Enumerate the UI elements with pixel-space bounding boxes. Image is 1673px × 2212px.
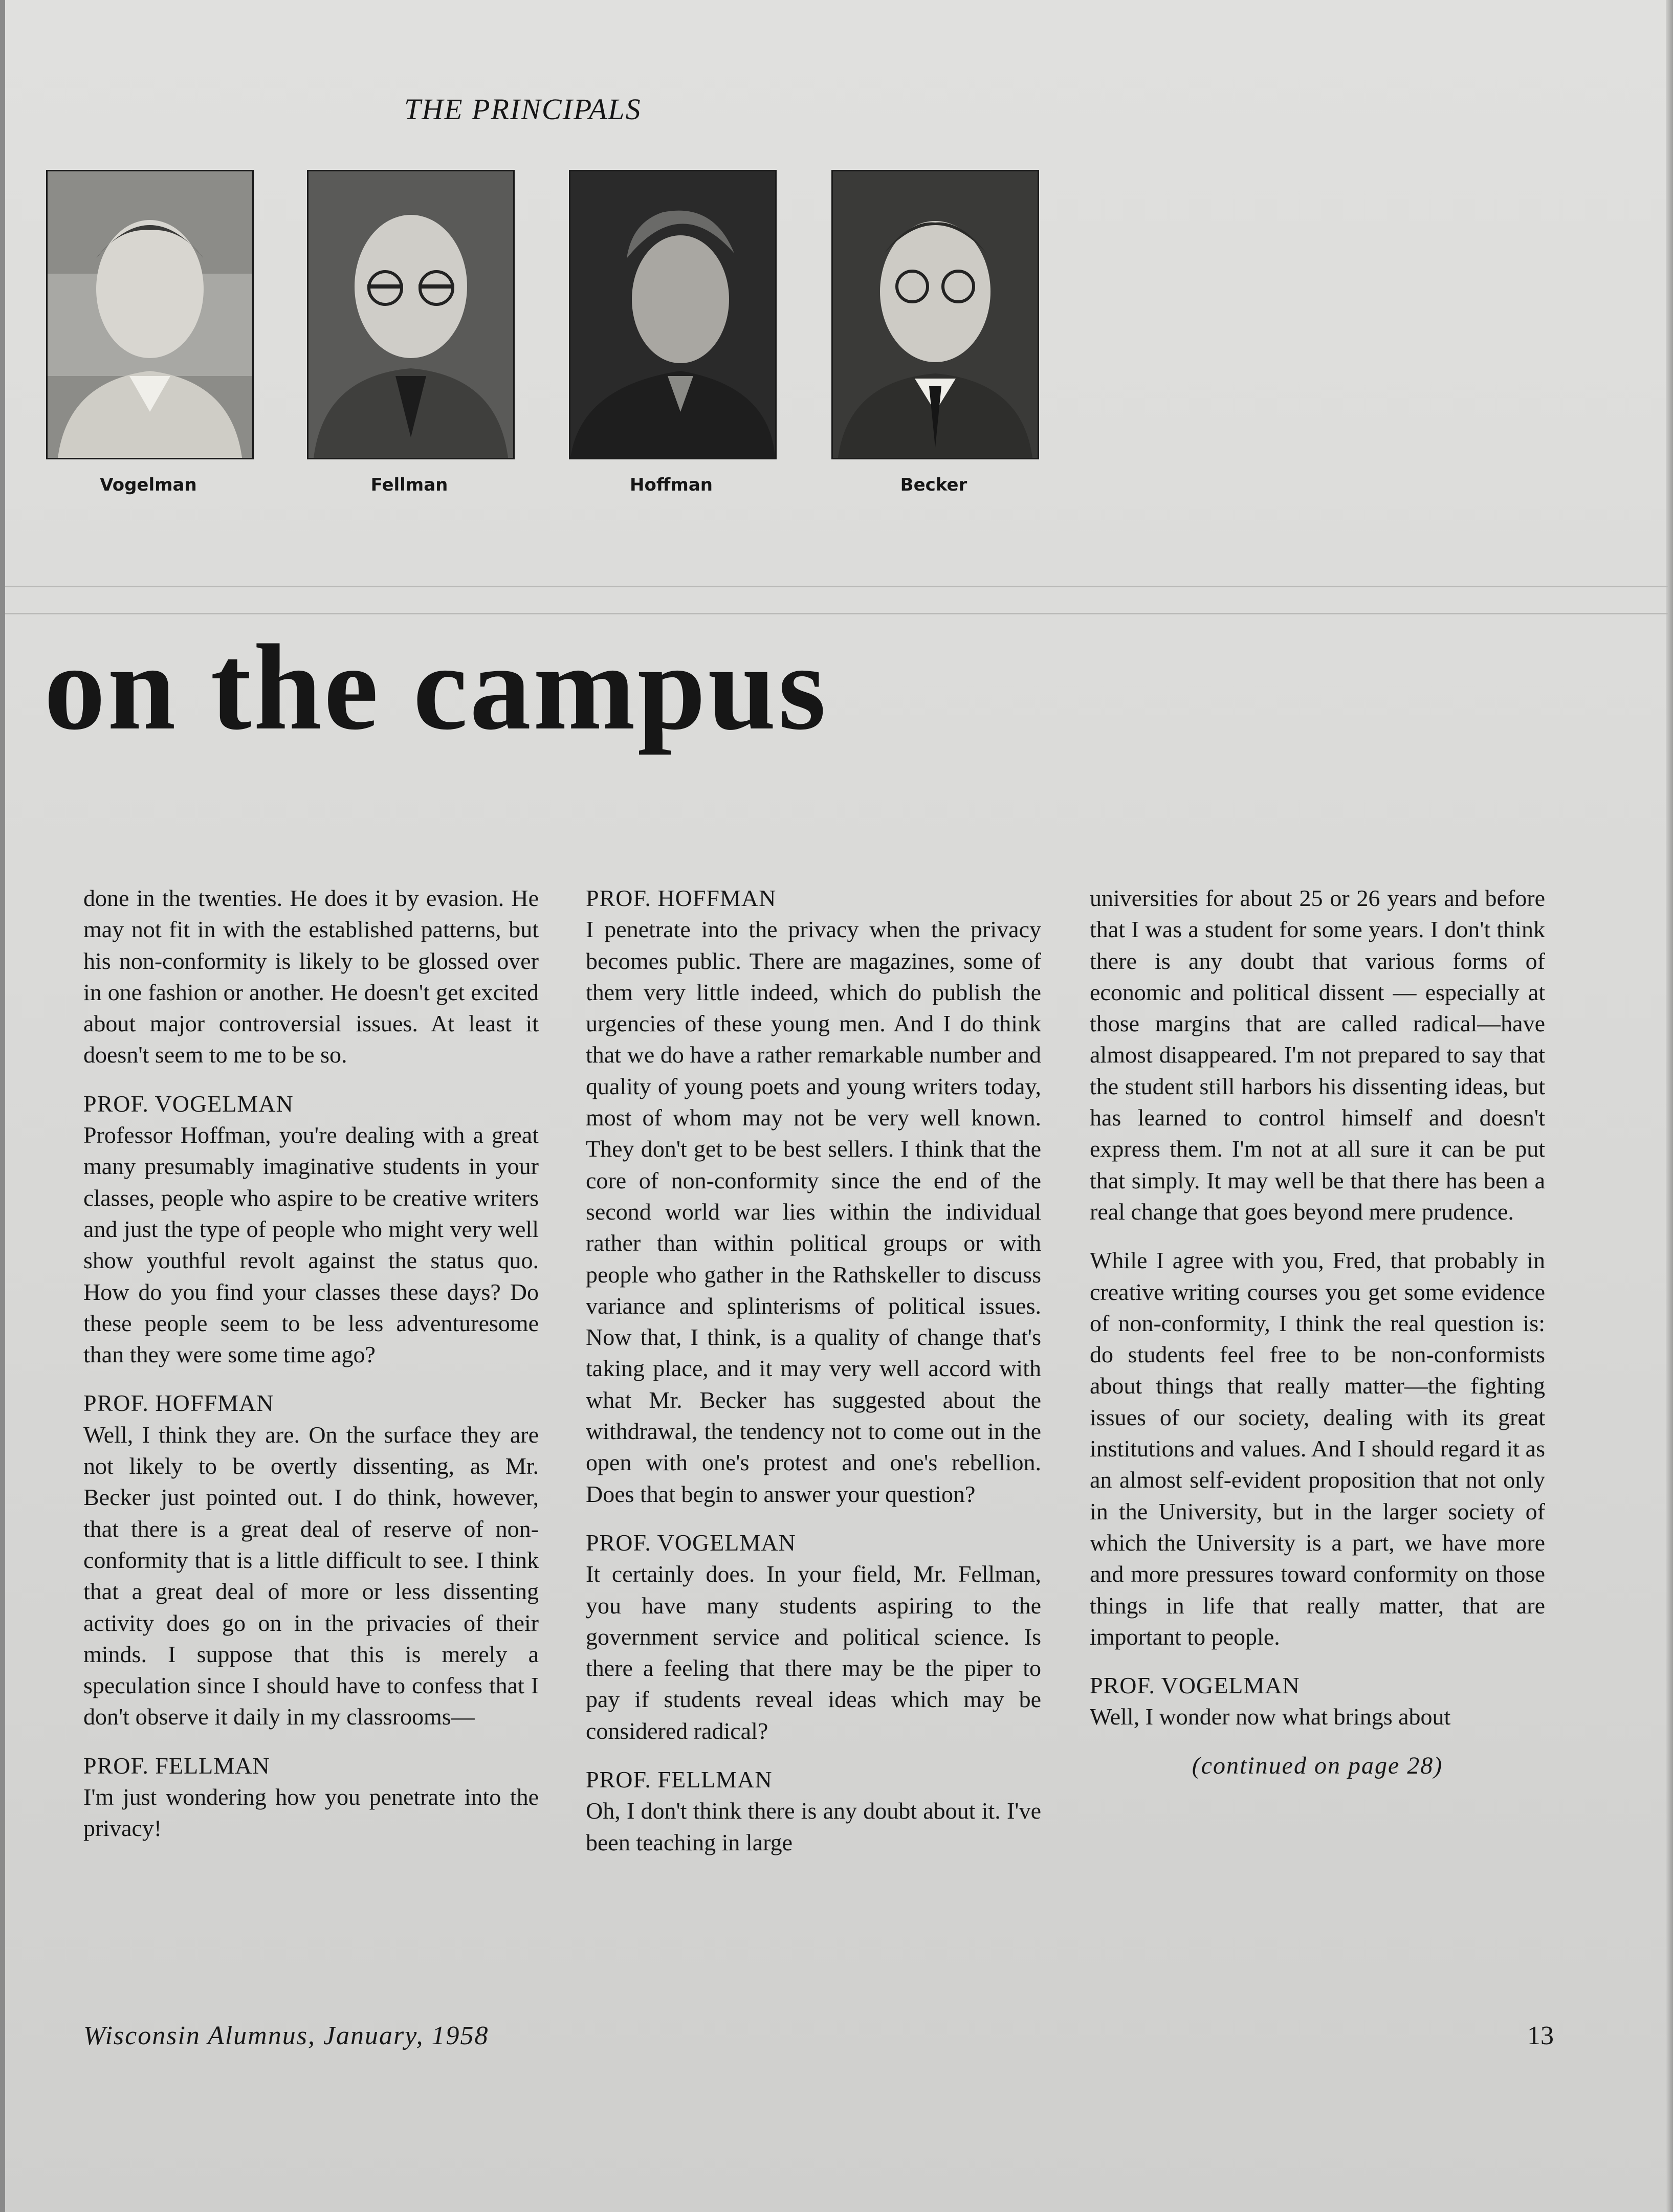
page-fold-shadow	[1666, 0, 1673, 2212]
speaker-label: PROF. HOFFMAN	[83, 1390, 274, 1417]
speaker-label: PROF. VOGELMAN	[83, 1090, 294, 1117]
divider-rule	[5, 613, 1668, 614]
portrait-photo	[831, 170, 1039, 459]
portrait-photo	[307, 170, 515, 459]
portrait-caption: Vogelman	[100, 475, 197, 495]
speaker-label: PROF. VOGELMAN	[586, 1529, 796, 1556]
paragraph: Well, I wonder now what brings about	[1090, 1704, 1451, 1730]
paragraph: Professor Hoffman, you're dealing with a great many presumably imaginative students in your classes, people who aspire to be creative writers and just the type of people who might very well show youthful revolt against the status quo. How do you find your classes these days? Do these people seem to be less adventuresome than they were some time ago?	[83, 1122, 539, 1368]
article-headline: on the campus	[44, 619, 828, 755]
speaker-label: PROF. HOFFMAN	[586, 885, 777, 911]
publication-footer: Wisconsin Alumnus, January, 1958	[83, 2021, 489, 2050]
portrait-photo	[569, 170, 777, 459]
paragraph: universities for about 25 or 26 years and before that I was a student for some years. I don't think there is any doubt that various forms of economic and political dissent — especially at those margins that are called radical—have almost disappeared. I'm not prepared to say that the student still harbors his dissenting ideas, but has learned to control himself and doesn't express them. I'm not at all sure it can be put that simply. It may well be that there has been a real change that goes beyond mere prudence.	[1090, 885, 1545, 1225]
page-number: 13	[1527, 2021, 1554, 2050]
portrait-caption: Fellman	[370, 475, 448, 495]
paragraph: I'm just wondering how you penetrate into the privacy!	[83, 1784, 539, 1842]
paragraph: done in the twenties. He does it by evasion. He may not fit in with the established patterns, but his non-conformity is likely to be glossed over in one fashion or another. He doesn't get excited about major controversial issues. At least it doesn't seem to me to be so.	[83, 885, 539, 1068]
speaker-label: PROF. VOGELMAN	[1090, 1672, 1300, 1699]
speaker-label: PROF. FELLMAN	[586, 1766, 773, 1793]
paragraph: Well, I think they are. On the surface they are not likely to be overtly dissenting, as Mr. Becker just pointed out. I do think, however, that there is a great deal of reserve of non-conformity that is a little difficult to see. I think that a great deal of more or less dissenting activity does go on in the privacies of their minds. I suppose that this is merely a speculation since I should have to confess that I don't observe it daily in my classrooms—	[83, 1421, 539, 1730]
text-column-1	[83, 882, 539, 1862]
portrait-caption: Hoffman	[630, 475, 713, 495]
speaker-label: PROF. FELLMAN	[83, 1752, 270, 1779]
paragraph: It certainly does. In your field, Mr. Fellman, you have many students aspiring to the government service and political science. Is there a feeling that there may be the piper to pay if students reveal ideas which may be considered radical?	[586, 1561, 1041, 1744]
principals-heading: THE PRINCIPALS	[404, 93, 642, 126]
divider-rule	[5, 586, 1668, 587]
portrait-photo	[46, 170, 254, 459]
continued-note: (continued on page 28)	[1192, 1752, 1443, 1779]
page-edge-shadow	[0, 0, 5, 2212]
paragraph: I penetrate into the privacy when the privacy becomes public. There are magazines, some of them very little indeed, which do publish the urgencies of these young men. And I do think that we do have a rather remarkable number and quality of young poets and young writers today, most of whom may not be very well known. They don't get to be best sellers. I think that the core of non-conformity since the end of the second world war lies within the individual rather than within political groups or with people who gather in the Rathskeller to discuss variance and splinterisms of political issues. Now that, I think, is a quality of change that's taking place, and it may very well accord with what Mr. Becker has suggested about the withdrawal, the tendency not to come out in the open with one's protest and one's rebellion. Does that begin to answer your question?	[586, 916, 1041, 1507]
paragraph: Oh, I don't think there is any doubt about it. I've been teaching in large	[586, 1798, 1041, 1855]
paragraph: While I agree with you, Fred, that probably in creative writing courses you get some evidence of non-conformity, I think the real question is: do students feel free to be non-conformists about things that really matter—the fighting issues of our society, dealing with its great institutions and values. And I should regard it as an almost self-evident proposition that not only in the University, but in the larger society of which the University is a part, we have more and more pressures toward conformity on those things in life that really matter, that are important to people.	[1090, 1247, 1545, 1650]
text-column-2	[586, 882, 1041, 1875]
portrait-caption: Becker	[900, 475, 967, 495]
text-column-3	[1090, 882, 1545, 1781]
